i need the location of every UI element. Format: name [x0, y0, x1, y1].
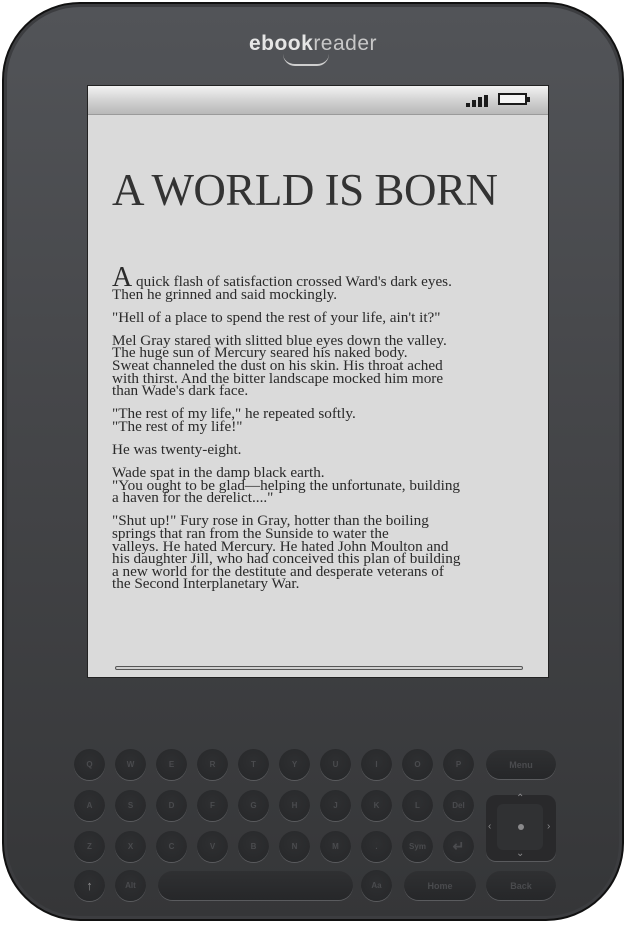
- enter-key-icon[interactable]: ↵: [443, 831, 474, 862]
- battery-terminal: [527, 97, 530, 102]
- dpad-center-dot: [518, 824, 524, 830]
- key-y[interactable]: Y: [279, 749, 310, 780]
- alt-key[interactable]: Alt: [115, 870, 146, 901]
- chevron-down-icon[interactable]: ⌄: [516, 848, 525, 859]
- key-p[interactable]: P: [443, 749, 474, 780]
- drop-cap: A: [112, 262, 133, 293]
- battery-icon: [498, 93, 527, 105]
- paragraph: Mel Gray stared with slitted blue eyes down the valley. The huge sun of Mercury seared his naked body. Sweat channeled the dust on his skin. His throat ached with thirst. And the bitter landscape mocked him more than Wade's dark face.: [112, 331, 447, 400]
- key-l[interactable]: L: [402, 790, 433, 821]
- paragraph: He was twenty-eight.: [112, 440, 242, 458]
- brand-swoosh: [283, 54, 329, 66]
- key-b[interactable]: B: [238, 831, 269, 862]
- key-v[interactable]: V: [197, 831, 228, 862]
- five-way-controller[interactable]: [486, 795, 556, 861]
- key-w[interactable]: W: [115, 749, 146, 780]
- ebook-reader-device: [2, 2, 624, 921]
- paragraph-text: quick flash of satisfaction crossed Ward's dark eyes. Then he grinned and said mockingly.: [112, 273, 452, 303]
- book-text: [112, 262, 532, 601]
- key-s[interactable]: S: [115, 790, 146, 821]
- shift-key[interactable]: ↑: [74, 870, 105, 901]
- paragraph: "Hell of a place to spend the rest of your life, ain't it?": [112, 308, 441, 326]
- key-h[interactable]: H: [279, 790, 310, 821]
- key-z[interactable]: Z: [74, 831, 105, 862]
- key-m[interactable]: M: [320, 831, 351, 862]
- reading-progress-bar: [115, 666, 523, 670]
- key-c[interactable]: C: [156, 831, 187, 862]
- chevron-right-icon[interactable]: ›: [547, 821, 551, 832]
- key-a[interactable]: A: [74, 790, 105, 821]
- font-size-key[interactable]: Aa: [361, 870, 392, 901]
- key-j[interactable]: J: [320, 790, 351, 821]
- key-del[interactable]: Del: [443, 790, 474, 821]
- menu-button[interactable]: Menu: [486, 750, 556, 779]
- paragraph: "Shut up!" Fury rose in Gray, hotter than the boiling springs that ran from the Sunside to water the valleys. He hated Mercury. He hated John Moulton and his daughter Jill, who had conceived this plan of building a new world for the destitute and desperate veterans of the Second Interplanetary War.: [112, 512, 461, 593]
- paragraph: Wade spat in the damp black earth. "You ought to be glad—helping the unfortunate, building a haven for the derelict....": [112, 464, 461, 507]
- key-o[interactable]: O: [402, 749, 433, 780]
- key-g[interactable]: G: [238, 790, 269, 821]
- key-f[interactable]: F: [197, 790, 228, 821]
- key-x[interactable]: X: [115, 831, 146, 862]
- key-i[interactable]: I: [361, 749, 392, 780]
- chevron-left-icon[interactable]: ‹: [488, 821, 492, 832]
- brand-logo-part1: ebook: [248, 32, 314, 55]
- paragraph: [112, 262, 532, 303]
- key-q[interactable]: Q: [74, 749, 105, 780]
- key-k[interactable]: K: [361, 790, 392, 821]
- key-t[interactable]: T: [238, 749, 269, 780]
- brand-logo-part2: reader: [313, 32, 378, 55]
- key-n[interactable]: N: [279, 831, 310, 862]
- home-button[interactable]: Home: [404, 871, 476, 900]
- signal-bars-icon: [466, 95, 496, 107]
- key-d[interactable]: D: [156, 790, 187, 821]
- book-title: A WORLD IS BORN: [112, 165, 498, 215]
- brand-logo: [4, 32, 622, 56]
- reader-screen[interactable]: [87, 85, 549, 678]
- chevron-up-icon[interactable]: ⌃: [516, 793, 525, 804]
- space-bar[interactable]: [158, 871, 353, 900]
- paragraph: "The rest of my life," he repeated softly. "The rest of my life!": [112, 405, 356, 435]
- status-bar: [88, 86, 548, 115]
- key-sym[interactable]: Sym: [402, 831, 433, 862]
- key-u[interactable]: U: [320, 749, 351, 780]
- key-period[interactable]: .: [361, 831, 392, 862]
- key-r[interactable]: R: [197, 749, 228, 780]
- back-button[interactable]: Back: [486, 871, 556, 900]
- key-e[interactable]: E: [156, 749, 187, 780]
